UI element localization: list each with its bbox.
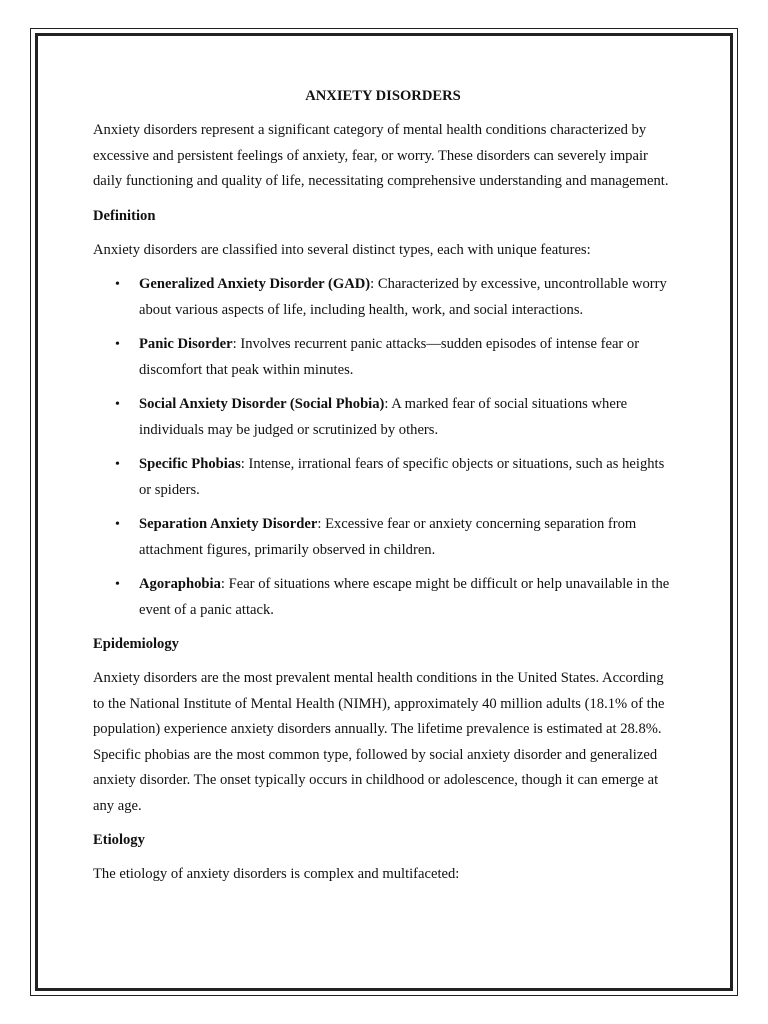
list-item-term: Generalized Anxiety Disorder (GAD) bbox=[139, 276, 371, 292]
intro-paragraph: Anxiety disorders represent a significant category of mental health conditions characterized by excessive and persistent feelings of anxiety, fear, or worry. These disorders can severely impair daily functioning and quality of life, necessitating comprehensive understanding and management. bbox=[93, 122, 669, 189]
list-item-term: Social Anxiety Disorder (Social Phobia) bbox=[139, 396, 385, 412]
list-item bbox=[93, 512, 673, 563]
epidemiology-heading: Epidemiology bbox=[93, 636, 179, 652]
bullet-icon: • bbox=[115, 577, 120, 592]
list-item-text: : Fear of situations where escape might be difficult or help unavailable in the event of a panic attack. bbox=[139, 576, 670, 618]
bullet-icon: • bbox=[115, 337, 120, 352]
etiology-paragraph: The etiology of anxiety disorders is complex and multifaceted: bbox=[93, 866, 460, 882]
list-item-text: : Excessive fear or anxiety concerning separation from attachment figures, primarily observed in children. bbox=[139, 516, 637, 558]
bullet-icon: • bbox=[115, 517, 120, 532]
list-item bbox=[93, 332, 673, 383]
list-item-term: Specific Phobias bbox=[139, 456, 241, 472]
list-item bbox=[93, 272, 673, 323]
etiology-heading: Etiology bbox=[93, 832, 145, 848]
list-item-text: : Involves recurrent panic attacks—sudden episodes of intense fear or discomfort that peak within minutes. bbox=[139, 336, 640, 378]
list-item-term: Separation Anxiety Disorder bbox=[139, 516, 318, 532]
definition-lead: Anxiety disorders are classified into several distinct types, each with unique features: bbox=[93, 241, 591, 258]
document-title: ANXIETY DISORDERS bbox=[305, 88, 461, 104]
list-item bbox=[93, 392, 673, 443]
list-item-term: Panic Disorder bbox=[139, 336, 233, 352]
bullet-icon: • bbox=[115, 457, 120, 472]
list-item bbox=[93, 572, 673, 623]
list-item bbox=[93, 452, 673, 503]
list-item-term: Agoraphobia bbox=[139, 576, 221, 592]
bullet-icon: • bbox=[115, 277, 120, 292]
list-item-text: : Characterized by excessive, uncontrollable worry about various aspects of life, including health, work, and social interactions. bbox=[139, 276, 667, 318]
list-item-text: : A marked fear of social situations where individuals may be judged or scrutinized by others. bbox=[139, 396, 628, 438]
definition-heading: Definition bbox=[93, 207, 156, 224]
list-item-text: : Intense, irrational fears of specific objects or situations, such as heights or spiders. bbox=[139, 456, 665, 498]
document-body bbox=[93, 84, 673, 897]
disorder-type-list bbox=[93, 272, 673, 623]
epidemiology-paragraph: Anxiety disorders are the most prevalent mental health conditions in the United States. According to the National Institute of Mental Health (NIMH), approximately 40 million adults (18.1% of the population) experience anxiety disorders annually. The lifetime prevalence is estimated at 28.8%. Specific phobias are the most common type, followed by social anxiety disorder and generalized anxiety disorder. The onset typically occurs in childhood or adolescence, though it can emerge at any age. bbox=[93, 670, 665, 814]
bullet-icon: • bbox=[115, 397, 120, 412]
